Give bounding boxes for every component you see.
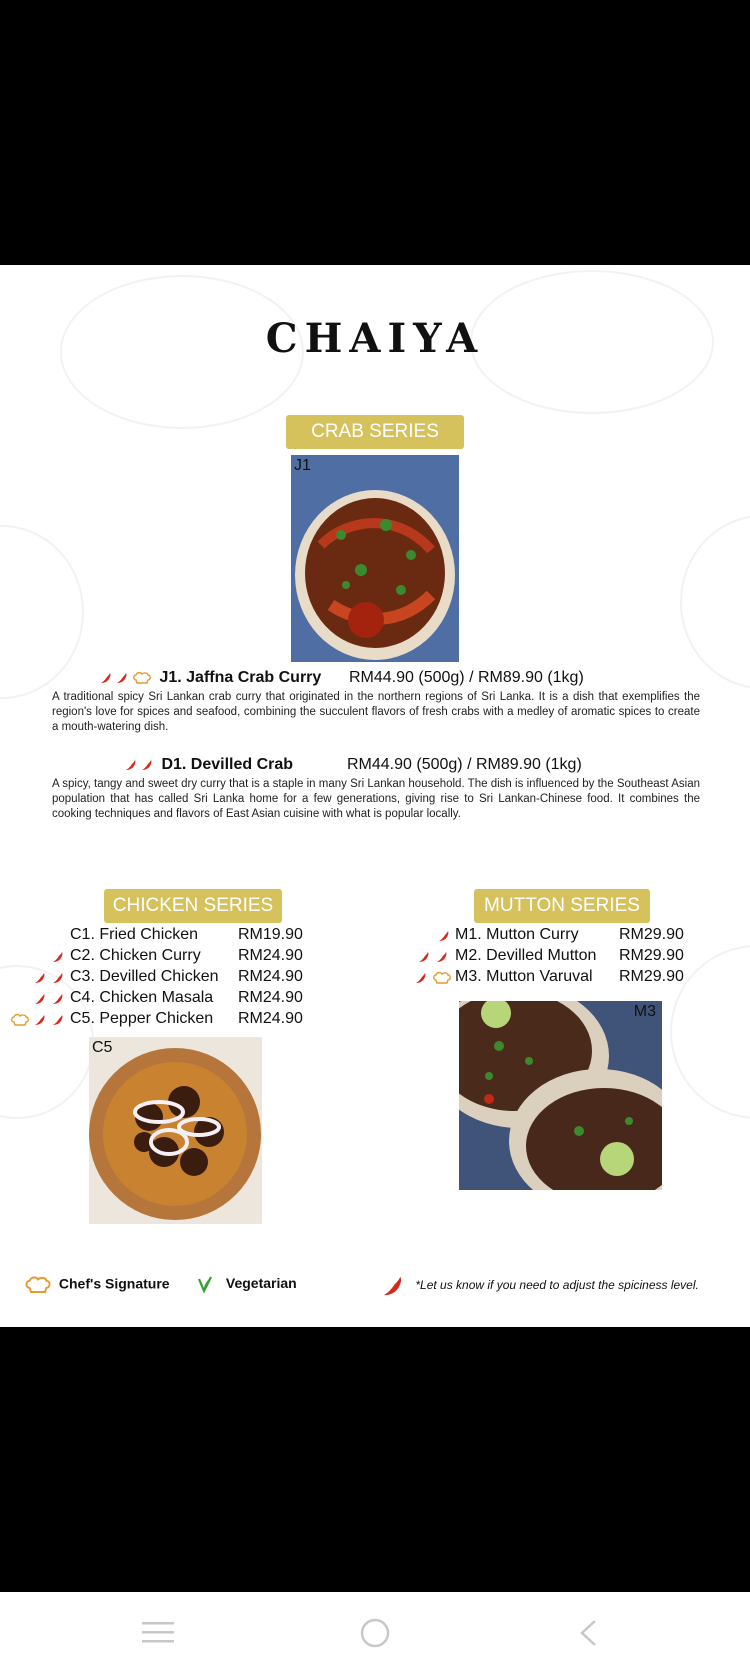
devilled-crab-name: D1. Devilled Crab: [161, 756, 294, 773]
mutton-photo-tag: M3: [633, 1003, 656, 1020]
jaffna-crab-name: J1. Jaffna Crab Curry: [159, 669, 322, 686]
devilled-crab-heading: [125, 756, 293, 774]
back-icon[interactable]: [576, 1618, 600, 1648]
chili-icon: [438, 930, 450, 942]
leaf-icon: [196, 1275, 214, 1293]
menu-row-c4: [0, 989, 330, 1010]
chef-hat-icon: [24, 1275, 52, 1295]
item-name: M2. Devilled Mutton: [455, 947, 597, 964]
home-icon[interactable]: [360, 1618, 390, 1648]
item-price: RM24.90: [238, 968, 303, 985]
crab-series-banner: CRAB SERIES: [286, 415, 464, 449]
item-price: RM24.90: [238, 1010, 303, 1027]
item-name: C5. Pepper Chicken: [70, 1010, 214, 1027]
chili-icon: [415, 972, 427, 984]
crab-photo: [291, 455, 459, 662]
chili-icon: [125, 759, 137, 771]
chicken-photo-tag: C5: [92, 1039, 113, 1056]
devilled-crab-price: RM44.90 (500g) / RM89.90 (1kg): [347, 756, 582, 773]
crab-photo-tag: J1: [294, 457, 311, 474]
legend-spice-note: [380, 1275, 699, 1297]
menu-row-c5: [0, 1010, 330, 1031]
item-name: C1. Fried Chicken: [70, 926, 199, 943]
spice-note-text: *Let us know if you need to adjust the spiciness level.: [415, 1278, 699, 1293]
decor-outline: [0, 525, 84, 699]
jaffna-crab-description: A traditional spicy Sri Lankan crab curry that originated in the northern regions of Sri Lanka. It is a dish that exemplifies the region's love for spices and seafood, combining the succulent flavors of fresh crabs with a medley of aromatic spices to create a mouth-watering dish.: [52, 691, 700, 733]
legend-vegetarian: [196, 1275, 297, 1293]
jaffna-crab-heading: [100, 669, 321, 687]
chili-icon: [34, 972, 46, 984]
menu-row-c1: [0, 926, 330, 947]
menu-row-c2: [0, 947, 330, 968]
item-name: M1. Mutton Curry: [455, 926, 579, 943]
legend-veg-label: Vegetarian: [225, 1275, 297, 1291]
chili-icon: [436, 951, 448, 963]
chicken-photo: [89, 1037, 262, 1224]
system-nav-bar: [0, 1592, 750, 1672]
chili-icon: [100, 672, 112, 684]
chili-icon: [116, 672, 128, 684]
devilled-crab-description: A spicy, tangy and sweet dry curry that is a staple in many Sri Lankan household. The dish is influenced by the Southeast Asian population that has called Sri Lanka home for a few generations, giving rise to Sri Lankan-Chinese food. It combines the cooking techniques and flavors of East Asian cuisine with what is popular locally.: [52, 778, 700, 820]
brand-title: CHAIYA: [265, 315, 485, 362]
chili-icon: [52, 972, 64, 984]
menu-row-c3: [0, 968, 330, 989]
chili-icon: [52, 1014, 64, 1026]
chili-icon: [418, 951, 430, 963]
menu-row-m2: [400, 947, 750, 968]
chili-icon: [141, 759, 153, 771]
item-price: RM24.90: [238, 989, 303, 1006]
menu-row-m1: [400, 926, 750, 947]
item-name: C2. Chicken Curry: [70, 947, 201, 964]
item-price: RM19.90: [238, 926, 303, 943]
menu-page: [0, 265, 750, 1327]
mutton-photo: [459, 1001, 662, 1190]
chef-hat-icon: [432, 971, 452, 985]
legend-chef-label: Chef's Signature: [58, 1275, 170, 1292]
menu-icon[interactable]: [140, 1620, 176, 1646]
decor-outline: [680, 515, 750, 689]
item-price: RM24.90: [238, 947, 303, 964]
chef-hat-icon: [10, 1013, 30, 1027]
item-name: C3. Devilled Chicken: [70, 968, 219, 985]
item-price: RM29.90: [619, 968, 684, 985]
chili-icon: [34, 993, 46, 1005]
chicken-series-banner: CHICKEN SERIES: [104, 889, 282, 923]
chili-icon: [52, 951, 64, 963]
crab-dish-image: [291, 455, 459, 662]
chili-icon: [34, 1014, 46, 1026]
legend-chef-signature: [24, 1275, 170, 1295]
mutton-dish-image: [459, 1001, 662, 1190]
chicken-dish-image: [89, 1037, 262, 1224]
chef-hat-icon: [132, 671, 152, 685]
chili-icon: [52, 993, 64, 1005]
item-price: RM29.90: [619, 947, 684, 964]
menu-row-m3: [400, 968, 750, 989]
item-price: RM29.90: [619, 926, 684, 943]
jaffna-crab-price: RM44.90 (500g) / RM89.90 (1kg): [349, 669, 584, 686]
item-name: C4. Chicken Masala: [70, 989, 214, 1006]
mutton-series-banner: MUTTON SERIES: [474, 889, 650, 923]
chili-icon: [380, 1275, 406, 1297]
item-name: M3. Mutton Varuval: [455, 968, 593, 985]
